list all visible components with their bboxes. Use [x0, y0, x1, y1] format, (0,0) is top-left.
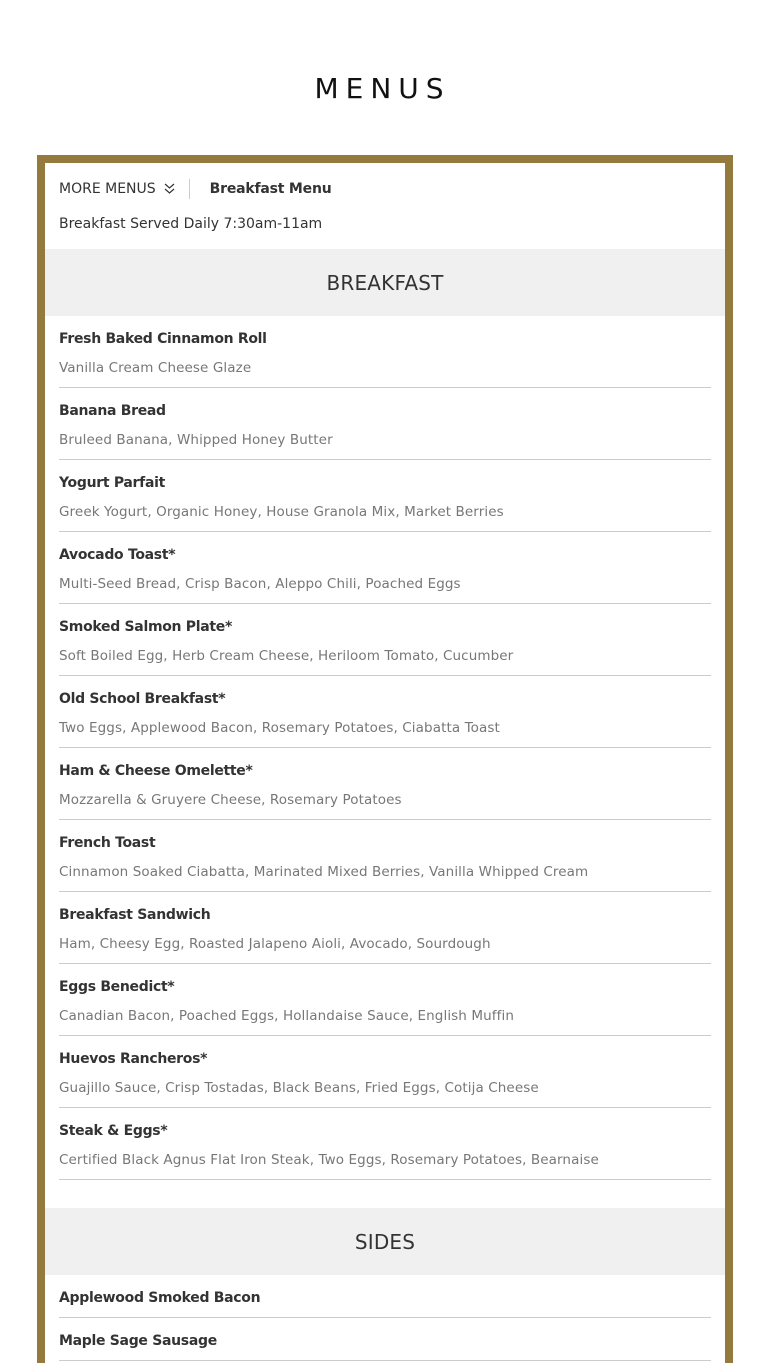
- item-description: Two Eggs, Applewood Bacon, Rosemary Potatoes, Ciabatta Toast: [59, 720, 500, 736]
- sides-section-heading: SIDES: [45, 1208, 725, 1275]
- menu-nav: [59, 179, 331, 199]
- menu-item: [59, 892, 711, 964]
- item-name: Maple Sage Sausage: [59, 1333, 217, 1349]
- item-description: Multi-Seed Bread, Crisp Bacon, Aleppo Chili, Poached Eggs: [59, 576, 461, 592]
- item-name: Smoked Salmon Plate*: [59, 619, 233, 635]
- current-menu-tab[interactable]: Breakfast Menu: [209, 181, 332, 197]
- item-name: French Toast: [59, 835, 156, 851]
- item-name: Old School Breakfast*: [59, 691, 226, 707]
- menu-item: [59, 1318, 711, 1361]
- item-description: Cinnamon Soaked Ciabatta, Marinated Mixed Berries, Vanilla Whipped Cream: [59, 864, 589, 880]
- item-name: Avocado Toast*: [59, 547, 176, 563]
- served-note: Breakfast Served Daily 7:30am-11am: [59, 216, 323, 232]
- breakfast-section-heading: BREAKFAST: [45, 249, 725, 316]
- item-description: Greek Yogurt, Organic Honey, House Granola Mix, Market Berries: [59, 504, 504, 520]
- item-name: Huevos Rancheros*: [59, 1051, 208, 1067]
- item-description: Certified Black Agnus Flat Iron Steak, Two Eggs, Rosemary Potatoes, Bearnaise: [59, 1152, 599, 1168]
- menu-item: [59, 532, 711, 604]
- item-name: Ham & Cheese Omelette*: [59, 763, 253, 779]
- item-description: Bruleed Banana, Whipped Honey Butter: [59, 432, 333, 448]
- page-title: MENUS: [314, 72, 451, 105]
- item-name: Breakfast Sandwich: [59, 907, 211, 923]
- item-name: Eggs Benedict*: [59, 979, 175, 995]
- breakfast-items-list: [59, 316, 711, 1180]
- item-description: Vanilla Cream Cheese Glaze: [59, 360, 252, 376]
- menu-item: [59, 1275, 711, 1318]
- item-name: Fresh Baked Cinnamon Roll: [59, 331, 267, 347]
- menu-item: [59, 964, 711, 1036]
- item-name: Steak & Eggs*: [59, 1123, 168, 1139]
- item-description: Mozzarella & Gruyere Cheese, Rosemary Potatoes: [59, 792, 402, 808]
- menu-item: [59, 748, 711, 820]
- menu-item: [59, 820, 711, 892]
- more-menus-dropdown[interactable]: [59, 179, 190, 199]
- item-description: Soft Boiled Egg, Herb Cream Cheese, Heriloom Tomato, Cucumber: [59, 648, 514, 664]
- item-name: Applewood Smoked Bacon: [59, 1290, 261, 1306]
- menu-item: [59, 1036, 711, 1108]
- more-menus-label: MORE MENUS: [59, 181, 156, 197]
- item-description: Ham, Cheesy Egg, Roasted Jalapeno Aioli, Avocado, Sourdough: [59, 936, 491, 952]
- sides-items-list: [59, 1275, 711, 1361]
- menu-item: [59, 676, 711, 748]
- menu-item: [59, 460, 711, 532]
- menu-item: [59, 1108, 711, 1180]
- item-name: Banana Bread: [59, 403, 166, 419]
- item-name: Yogurt Parfait: [59, 475, 165, 491]
- item-description: Canadian Bacon, Poached Eggs, Hollandaise Sauce, English Muffin: [59, 1008, 514, 1024]
- item-description: Guajillo Sauce, Crisp Tostadas, Black Beans, Fried Eggs, Cotija Cheese: [59, 1080, 539, 1096]
- chevron-down-double-icon: [164, 183, 175, 195]
- menu-item: [59, 388, 711, 460]
- menu-panel: [37, 155, 733, 1363]
- menu-item: [59, 316, 711, 388]
- menu-item: [59, 604, 711, 676]
